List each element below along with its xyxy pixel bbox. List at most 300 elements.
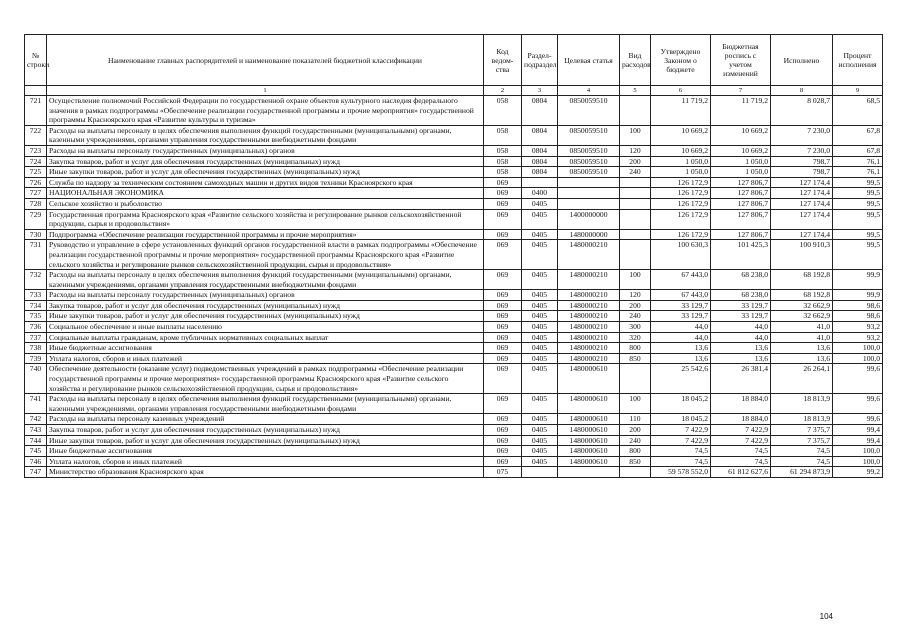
expense-type-cell: 240 (620, 311, 651, 322)
executed-amount-cell: 41,0 (771, 322, 833, 333)
percent-cell: 99,5 (833, 229, 883, 240)
budget-list-amount-cell: 11 719,2 (711, 96, 771, 126)
section-cell: 0405 (522, 311, 558, 322)
percent-cell: 93,2 (833, 322, 883, 333)
budget-list-amount-cell: 74,5 (711, 456, 771, 467)
budget-list-amount-cell: 18 884,0 (711, 394, 771, 414)
row-number-cell: 742 (25, 414, 47, 425)
expense-type-cell: 800 (620, 343, 651, 354)
dept-code-cell: 069 (484, 456, 522, 467)
budget-list-amount-cell: 61 812 627,6 (711, 467, 771, 478)
approved-amount-cell: 126 172,9 (651, 188, 711, 199)
table-row (25, 394, 883, 414)
section-cell: 0804 (522, 167, 558, 178)
table-row (25, 435, 883, 446)
expense-type-cell (620, 364, 651, 394)
table-row (25, 229, 883, 240)
section-cell: 0405 (522, 290, 558, 301)
approved-amount-cell: 67 443,0 (651, 270, 711, 290)
section-cell (522, 177, 558, 188)
target-article-cell: 1480000210 (558, 240, 620, 270)
row-number-cell: 740 (25, 364, 47, 394)
row-name-cell: НАЦИОНАЛЬНАЯ ЭКОНОМИКА (47, 188, 484, 199)
row-name-cell: Иные бюджетные ассигнования (47, 343, 484, 354)
section-cell: 0405 (522, 270, 558, 290)
executed-amount-cell: 798,7 (771, 167, 833, 178)
column-number: 5 (620, 86, 651, 96)
budget-list-amount-cell: 127 806,7 (711, 198, 771, 209)
executed-amount-cell: 18 813,9 (771, 414, 833, 425)
expense-type-cell (620, 96, 651, 126)
dept-code-cell: 069 (484, 198, 522, 209)
executed-amount-cell: 127 174,4 (771, 177, 833, 188)
row-number-cell: 736 (25, 322, 47, 333)
row-number-cell: 737 (25, 332, 47, 343)
expense-type-cell: 240 (620, 435, 651, 446)
budget-list-amount-cell: 26 381,4 (711, 364, 771, 394)
table-row (25, 425, 883, 436)
header-approved: Утверждено Законом о бюджете (651, 35, 711, 86)
row-name-cell: Руководство и управление в сфере установленных функций органов государственной власти в рамках подпрограммы «Обеспечение реализации государственной программы и прочие мероприятия» государственной программы Красноярского края «Развитие сельского хозяйства и регулирование рынков сельскохозяйственной продукции, сырья и продовольствия» (47, 240, 484, 270)
approved-amount-cell: 67 443,0 (651, 290, 711, 301)
table-row (25, 446, 883, 457)
percent-cell: 98,6 (833, 300, 883, 311)
budget-list-amount-cell: 10 669,2 (711, 125, 771, 145)
expense-type-cell (620, 467, 651, 478)
row-number-cell: 735 (25, 311, 47, 322)
table-row (25, 198, 883, 209)
percent-cell: 100,0 (833, 446, 883, 457)
percent-cell: 99,5 (833, 177, 883, 188)
budget-list-amount-cell: 33 129,7 (711, 311, 771, 322)
target-article-cell: 1480000610 (558, 456, 620, 467)
row-name-cell: Социальное обеспечение и иные выплаты населению (47, 322, 484, 333)
section-cell: 0405 (522, 456, 558, 467)
row-number-cell: 725 (25, 167, 47, 178)
row-number-cell: 722 (25, 125, 47, 145)
row-name-cell: Закупка товаров, работ и услуг для обеспечения государственных (муниципальных) нужд (47, 156, 484, 167)
approved-amount-cell: 33 129,7 (651, 300, 711, 311)
expense-type-cell: 200 (620, 156, 651, 167)
header-executed: Исполнено (771, 35, 833, 86)
budget-list-amount-cell: 7 422,9 (711, 435, 771, 446)
expense-type-cell: 850 (620, 456, 651, 467)
row-name-cell: Расходы на выплаты персоналу государственных (муниципальных) органов (47, 290, 484, 301)
executed-amount-cell: 74,5 (771, 446, 833, 457)
executed-amount-cell: 26 264,1 (771, 364, 833, 394)
expense-type-cell: 240 (620, 167, 651, 178)
section-cell: 0405 (522, 332, 558, 343)
percent-cell: 76,1 (833, 156, 883, 167)
row-name-cell: Расходы на выплаты персоналу в целях обеспечения выполнения функций государственными (муниципальными) органами, казенными учреждениями, органами управления государственными внебюджетными фондами (47, 394, 484, 414)
column-number: 9 (833, 86, 883, 96)
approved-amount-cell: 126 172,9 (651, 198, 711, 209)
table-body (25, 96, 883, 478)
table-row (25, 156, 883, 167)
target-article-cell: 0850059510 (558, 145, 620, 156)
row-number-cell: 733 (25, 290, 47, 301)
executed-amount-cell: 68 192,8 (771, 270, 833, 290)
approved-amount-cell: 10 669,2 (651, 145, 711, 156)
executed-amount-cell: 7 230,0 (771, 145, 833, 156)
row-number-cell: 731 (25, 240, 47, 270)
budget-list-amount-cell: 10 669,2 (711, 145, 771, 156)
budget-list-amount-cell: 1 050,0 (711, 167, 771, 178)
dept-code-cell: 058 (484, 145, 522, 156)
column-number: 1 (47, 86, 484, 96)
section-cell: 0804 (522, 96, 558, 126)
row-name-cell: Расходы на выплаты персоналу в целях обеспечения выполнения функций государственными (муниципальными) органами, казенными учреждениями, органами управления государственными внебюджетными фондами (47, 270, 484, 290)
budget-list-amount-cell: 7 422,9 (711, 425, 771, 436)
row-number-cell: 730 (25, 229, 47, 240)
row-number-cell: 738 (25, 343, 47, 354)
percent-cell: 76,1 (833, 167, 883, 178)
section-cell: 0405 (522, 353, 558, 364)
row-name-cell: Расходы на выплаты персоналу государственных (муниципальных) органов (47, 145, 484, 156)
percent-cell: 99,9 (833, 270, 883, 290)
expense-type-cell: 200 (620, 300, 651, 311)
row-name-cell: Сельское хозяйство и рыболовство (47, 198, 484, 209)
executed-amount-cell: 13,6 (771, 353, 833, 364)
row-number-cell: 746 (25, 456, 47, 467)
section-cell: 0405 (522, 435, 558, 446)
budget-list-amount-cell: 44,0 (711, 332, 771, 343)
dept-code-cell: 069 (484, 446, 522, 457)
row-name-cell: Расходы на выплаты персоналу казенных учреждений (47, 414, 484, 425)
approved-amount-cell: 13,6 (651, 353, 711, 364)
header-target-article: Целевая статья (558, 35, 620, 86)
header-name: Наименование главных распорядителей и наименование показателей бюджетной классификации (47, 35, 484, 86)
percent-cell: 99,9 (833, 290, 883, 301)
percent-cell: 99,5 (833, 198, 883, 209)
target-article-cell: 1480000210 (558, 353, 620, 364)
dept-code-cell: 075 (484, 467, 522, 478)
row-name-cell: Иные закупки товаров, работ и услуг для обеспечения государственных (муниципальных) нужд (47, 311, 484, 322)
percent-cell: 68,5 (833, 96, 883, 126)
table-row (25, 240, 883, 270)
dept-code-cell: 058 (484, 156, 522, 167)
expense-type-cell: 120 (620, 290, 651, 301)
approved-amount-cell: 1 050,0 (651, 167, 711, 178)
dept-code-cell: 069 (484, 425, 522, 436)
target-article-cell: 1480000210 (558, 311, 620, 322)
budget-list-amount-cell: 127 806,7 (711, 188, 771, 199)
approved-amount-cell: 13,6 (651, 343, 711, 354)
table-row (25, 188, 883, 199)
executed-amount-cell: 127 174,4 (771, 198, 833, 209)
executed-amount-cell: 41,0 (771, 332, 833, 343)
section-cell: 0405 (522, 364, 558, 394)
section-cell: 0804 (522, 125, 558, 145)
percent-cell: 99,5 (833, 209, 883, 229)
approved-amount-cell: 74,5 (651, 446, 711, 457)
row-number-cell: 727 (25, 188, 47, 199)
row-name-cell: Обеспечение деятельности (оказание услуг) подведомственных учреждений в рамках подпрограммы «Обеспечение реализации государственной программы и прочие мероприятия» государственной программы Красноярского края «Развитие сельского хозяйства и регулирование рынков сельскохозяйственной продукции, сырья и продовольствия» (47, 364, 484, 394)
row-name-cell: Закупка товаров, работ и услуг для обеспечения государственных (муниципальных) нужд (47, 300, 484, 311)
table-row (25, 353, 883, 364)
row-number-cell: 732 (25, 270, 47, 290)
column-number: 8 (771, 86, 833, 96)
row-name-cell: Уплата налогов, сборов и иных платежей (47, 353, 484, 364)
target-article-cell: 1480000610 (558, 394, 620, 414)
column-number: 3 (522, 86, 558, 96)
row-name-cell: Министерство образования Красноярского края (47, 467, 484, 478)
percent-cell: 99,5 (833, 188, 883, 199)
table-row (25, 364, 883, 394)
dept-code-cell: 069 (484, 177, 522, 188)
section-cell: 0400 (522, 188, 558, 199)
executed-amount-cell: 13,6 (771, 343, 833, 354)
dept-code-cell: 058 (484, 125, 522, 145)
target-article-cell (558, 198, 620, 209)
target-article-cell: 1480000610 (558, 446, 620, 457)
row-number-cell: 741 (25, 394, 47, 414)
table-row (25, 96, 883, 126)
target-article-cell: 0850059510 (558, 96, 620, 126)
section-cell: 0405 (522, 322, 558, 333)
executed-amount-cell: 32 662,9 (771, 300, 833, 311)
row-number-cell: 726 (25, 177, 47, 188)
row-name-cell: Осуществление полномочий Российской Федерации по государственной охране объектов культурного наследия федерального значения в рамках подпрограммы «Обеспечение реализации государственной программы и прочие мероприятия» государственной программы Красноярского края «Развитие культуры и туризма» (47, 96, 484, 126)
dept-code-cell: 069 (484, 240, 522, 270)
column-number-row (25, 86, 883, 96)
header-section: Раздел-подраздел (522, 35, 558, 86)
percent-cell: 99,2 (833, 467, 883, 478)
budget-list-amount-cell: 127 806,7 (711, 229, 771, 240)
section-cell (522, 467, 558, 478)
executed-amount-cell: 18 813,9 (771, 394, 833, 414)
dept-code-cell: 058 (484, 96, 522, 126)
target-article-cell (558, 177, 620, 188)
budget-execution-table (24, 34, 883, 478)
executed-amount-cell: 61 294 873,9 (771, 467, 833, 478)
row-number-cell: 728 (25, 198, 47, 209)
budget-list-amount-cell: 68 238,0 (711, 270, 771, 290)
table-row (25, 167, 883, 178)
expense-type-cell: 800 (620, 446, 651, 457)
percent-cell: 67,8 (833, 125, 883, 145)
approved-amount-cell: 25 542,6 (651, 364, 711, 394)
executed-amount-cell: 7 375,7 (771, 425, 833, 436)
executed-amount-cell: 32 662,9 (771, 311, 833, 322)
section-cell: 0405 (522, 240, 558, 270)
header-row-number: № строки (25, 35, 47, 86)
table-row (25, 177, 883, 188)
percent-cell: 98,6 (833, 311, 883, 322)
percent-cell: 99,6 (833, 364, 883, 394)
executed-amount-cell: 7 375,7 (771, 435, 833, 446)
dept-code-cell: 069 (484, 435, 522, 446)
column-number: 4 (558, 86, 620, 96)
approved-amount-cell: 18 045,2 (651, 414, 711, 425)
expense-type-cell: 100 (620, 125, 651, 145)
approved-amount-cell: 44,0 (651, 322, 711, 333)
dept-code-cell: 069 (484, 322, 522, 333)
budget-list-amount-cell: 1 050,0 (711, 156, 771, 167)
header-dept-code: Код ведом-ства (484, 35, 522, 86)
expense-type-cell: 320 (620, 332, 651, 343)
expense-type-cell (620, 198, 651, 209)
budget-list-amount-cell: 44,0 (711, 322, 771, 333)
row-number-cell: 734 (25, 300, 47, 311)
dept-code-cell: 069 (484, 209, 522, 229)
expense-type-cell: 850 (620, 353, 651, 364)
percent-cell: 100,0 (833, 343, 883, 354)
section-cell: 0405 (522, 209, 558, 229)
target-article-cell: 1480000210 (558, 322, 620, 333)
header-percent: Процент исполнения (833, 35, 883, 86)
percent-cell: 67,8 (833, 145, 883, 156)
target-article-cell: 1480000210 (558, 270, 620, 290)
budget-list-amount-cell: 18 884,0 (711, 414, 771, 425)
page-number: 104 (819, 612, 833, 621)
row-number-cell: 724 (25, 156, 47, 167)
executed-amount-cell: 74,5 (771, 456, 833, 467)
column-number: 2 (484, 86, 522, 96)
executed-amount-cell: 127 174,4 (771, 188, 833, 199)
table-row (25, 456, 883, 467)
executed-amount-cell: 100 910,3 (771, 240, 833, 270)
approved-amount-cell: 10 669,2 (651, 125, 711, 145)
row-name-cell: Закупка товаров, работ и услуг для обеспечения государственных (муниципальных) нужд (47, 425, 484, 436)
expense-type-cell: 100 (620, 394, 651, 414)
row-name-cell: Иные закупки товаров, работ и услуг для обеспечения государственных (муниципальных) нужд (47, 167, 484, 178)
dept-code-cell: 069 (484, 270, 522, 290)
table-row (25, 311, 883, 322)
budget-list-amount-cell: 33 129,7 (711, 300, 771, 311)
section-cell: 0405 (522, 446, 558, 457)
executed-amount-cell: 8 028,7 (771, 96, 833, 126)
target-article-cell: 1480000610 (558, 414, 620, 425)
section-cell: 0405 (522, 425, 558, 436)
executed-amount-cell: 127 174,4 (771, 229, 833, 240)
dept-code-cell: 069 (484, 188, 522, 199)
table-row (25, 125, 883, 145)
percent-cell: 99,5 (833, 240, 883, 270)
header-expense-type: Вид расходов (620, 35, 651, 86)
row-number-cell: 744 (25, 435, 47, 446)
approved-amount-cell: 18 045,2 (651, 394, 711, 414)
expense-type-cell (620, 240, 651, 270)
column-number (25, 86, 47, 96)
target-article-cell: 1480000210 (558, 332, 620, 343)
section-cell: 0804 (522, 156, 558, 167)
executed-amount-cell: 798,7 (771, 156, 833, 167)
approved-amount-cell: 7 422,9 (651, 425, 711, 436)
target-article-cell: 1480000210 (558, 343, 620, 354)
dept-code-cell: 069 (484, 332, 522, 343)
budget-list-amount-cell: 13,6 (711, 343, 771, 354)
table-row (25, 209, 883, 229)
approved-amount-cell: 11 719,2 (651, 96, 711, 126)
approved-amount-cell: 44,0 (651, 332, 711, 343)
table-row (25, 414, 883, 425)
header-budget-list: Бюджетная роспись с учетом изменений (711, 35, 771, 86)
target-article-cell (558, 467, 620, 478)
row-number-cell: 747 (25, 467, 47, 478)
expense-type-cell: 120 (620, 145, 651, 156)
table-header-row (25, 35, 883, 86)
target-article-cell: 1400000000 (558, 209, 620, 229)
executed-amount-cell: 127 174,4 (771, 209, 833, 229)
target-article-cell: 1480000210 (558, 300, 620, 311)
row-name-cell: Государственная программа Красноярского края «Развитие сельского хозяйства и регулирование рынков сельскохозяйственной продукции, сырья и продовольствия» (47, 209, 484, 229)
approved-amount-cell: 59 578 552,0 (651, 467, 711, 478)
table-row (25, 322, 883, 333)
approved-amount-cell: 74,5 (651, 456, 711, 467)
budget-list-amount-cell: 127 806,7 (711, 209, 771, 229)
approved-amount-cell: 100 630,3 (651, 240, 711, 270)
section-cell: 0405 (522, 300, 558, 311)
section-cell: 0804 (522, 145, 558, 156)
row-name-cell: Служба по надзору за техническим состоянием самоходных машин и других видов техники Красноярского края (47, 177, 484, 188)
budget-list-amount-cell: 74,5 (711, 446, 771, 457)
target-article-cell: 0850059510 (558, 125, 620, 145)
row-number-cell: 743 (25, 425, 47, 436)
target-article-cell: 1480000610 (558, 425, 620, 436)
section-cell: 0405 (522, 414, 558, 425)
dept-code-cell: 069 (484, 229, 522, 240)
expense-type-cell (620, 209, 651, 229)
row-name-cell: Социальные выплаты гражданам, кроме публичных нормативных социальных выплат (47, 332, 484, 343)
table-row (25, 300, 883, 311)
percent-cell: 99,6 (833, 414, 883, 425)
dept-code-cell: 069 (484, 394, 522, 414)
percent-cell: 93,2 (833, 332, 883, 343)
section-cell: 0405 (522, 198, 558, 209)
executed-amount-cell: 7 230,0 (771, 125, 833, 145)
target-article-cell: 1480000610 (558, 364, 620, 394)
dept-code-cell: 069 (484, 290, 522, 301)
dept-code-cell: 069 (484, 353, 522, 364)
expense-type-cell: 100 (620, 270, 651, 290)
percent-cell: 100,0 (833, 456, 883, 467)
executed-amount-cell: 68 192,8 (771, 290, 833, 301)
expense-type-cell: 300 (620, 322, 651, 333)
percent-cell: 99,4 (833, 425, 883, 436)
dept-code-cell: 069 (484, 300, 522, 311)
table-row (25, 467, 883, 478)
budget-list-amount-cell: 127 806,7 (711, 177, 771, 188)
expense-type-cell: 200 (620, 425, 651, 436)
dept-code-cell: 069 (484, 311, 522, 322)
budget-list-amount-cell: 68 238,0 (711, 290, 771, 301)
row-name-cell: Иные закупки товаров, работ и услуг для обеспечения государственных (муниципальных) нужд (47, 435, 484, 446)
approved-amount-cell: 126 172,9 (651, 229, 711, 240)
expense-type-cell: 110 (620, 414, 651, 425)
approved-amount-cell: 126 172,9 (651, 209, 711, 229)
row-number-cell: 739 (25, 353, 47, 364)
target-article-cell: 1480000610 (558, 435, 620, 446)
dept-code-cell: 069 (484, 343, 522, 354)
row-number-cell: 723 (25, 145, 47, 156)
column-number: 7 (711, 86, 771, 96)
percent-cell: 99,4 (833, 435, 883, 446)
row-number-cell: 745 (25, 446, 47, 457)
section-cell: 0405 (522, 229, 558, 240)
expense-type-cell (620, 188, 651, 199)
expense-type-cell (620, 229, 651, 240)
target-article-cell: 1480000210 (558, 290, 620, 301)
table-row (25, 332, 883, 343)
table-row (25, 145, 883, 156)
table-row (25, 343, 883, 354)
column-number: 6 (651, 86, 711, 96)
row-name-cell: Иные бюджетные ассигнования (47, 446, 484, 457)
table-row (25, 290, 883, 301)
budget-list-amount-cell: 101 425,3 (711, 240, 771, 270)
percent-cell: 100,0 (833, 353, 883, 364)
